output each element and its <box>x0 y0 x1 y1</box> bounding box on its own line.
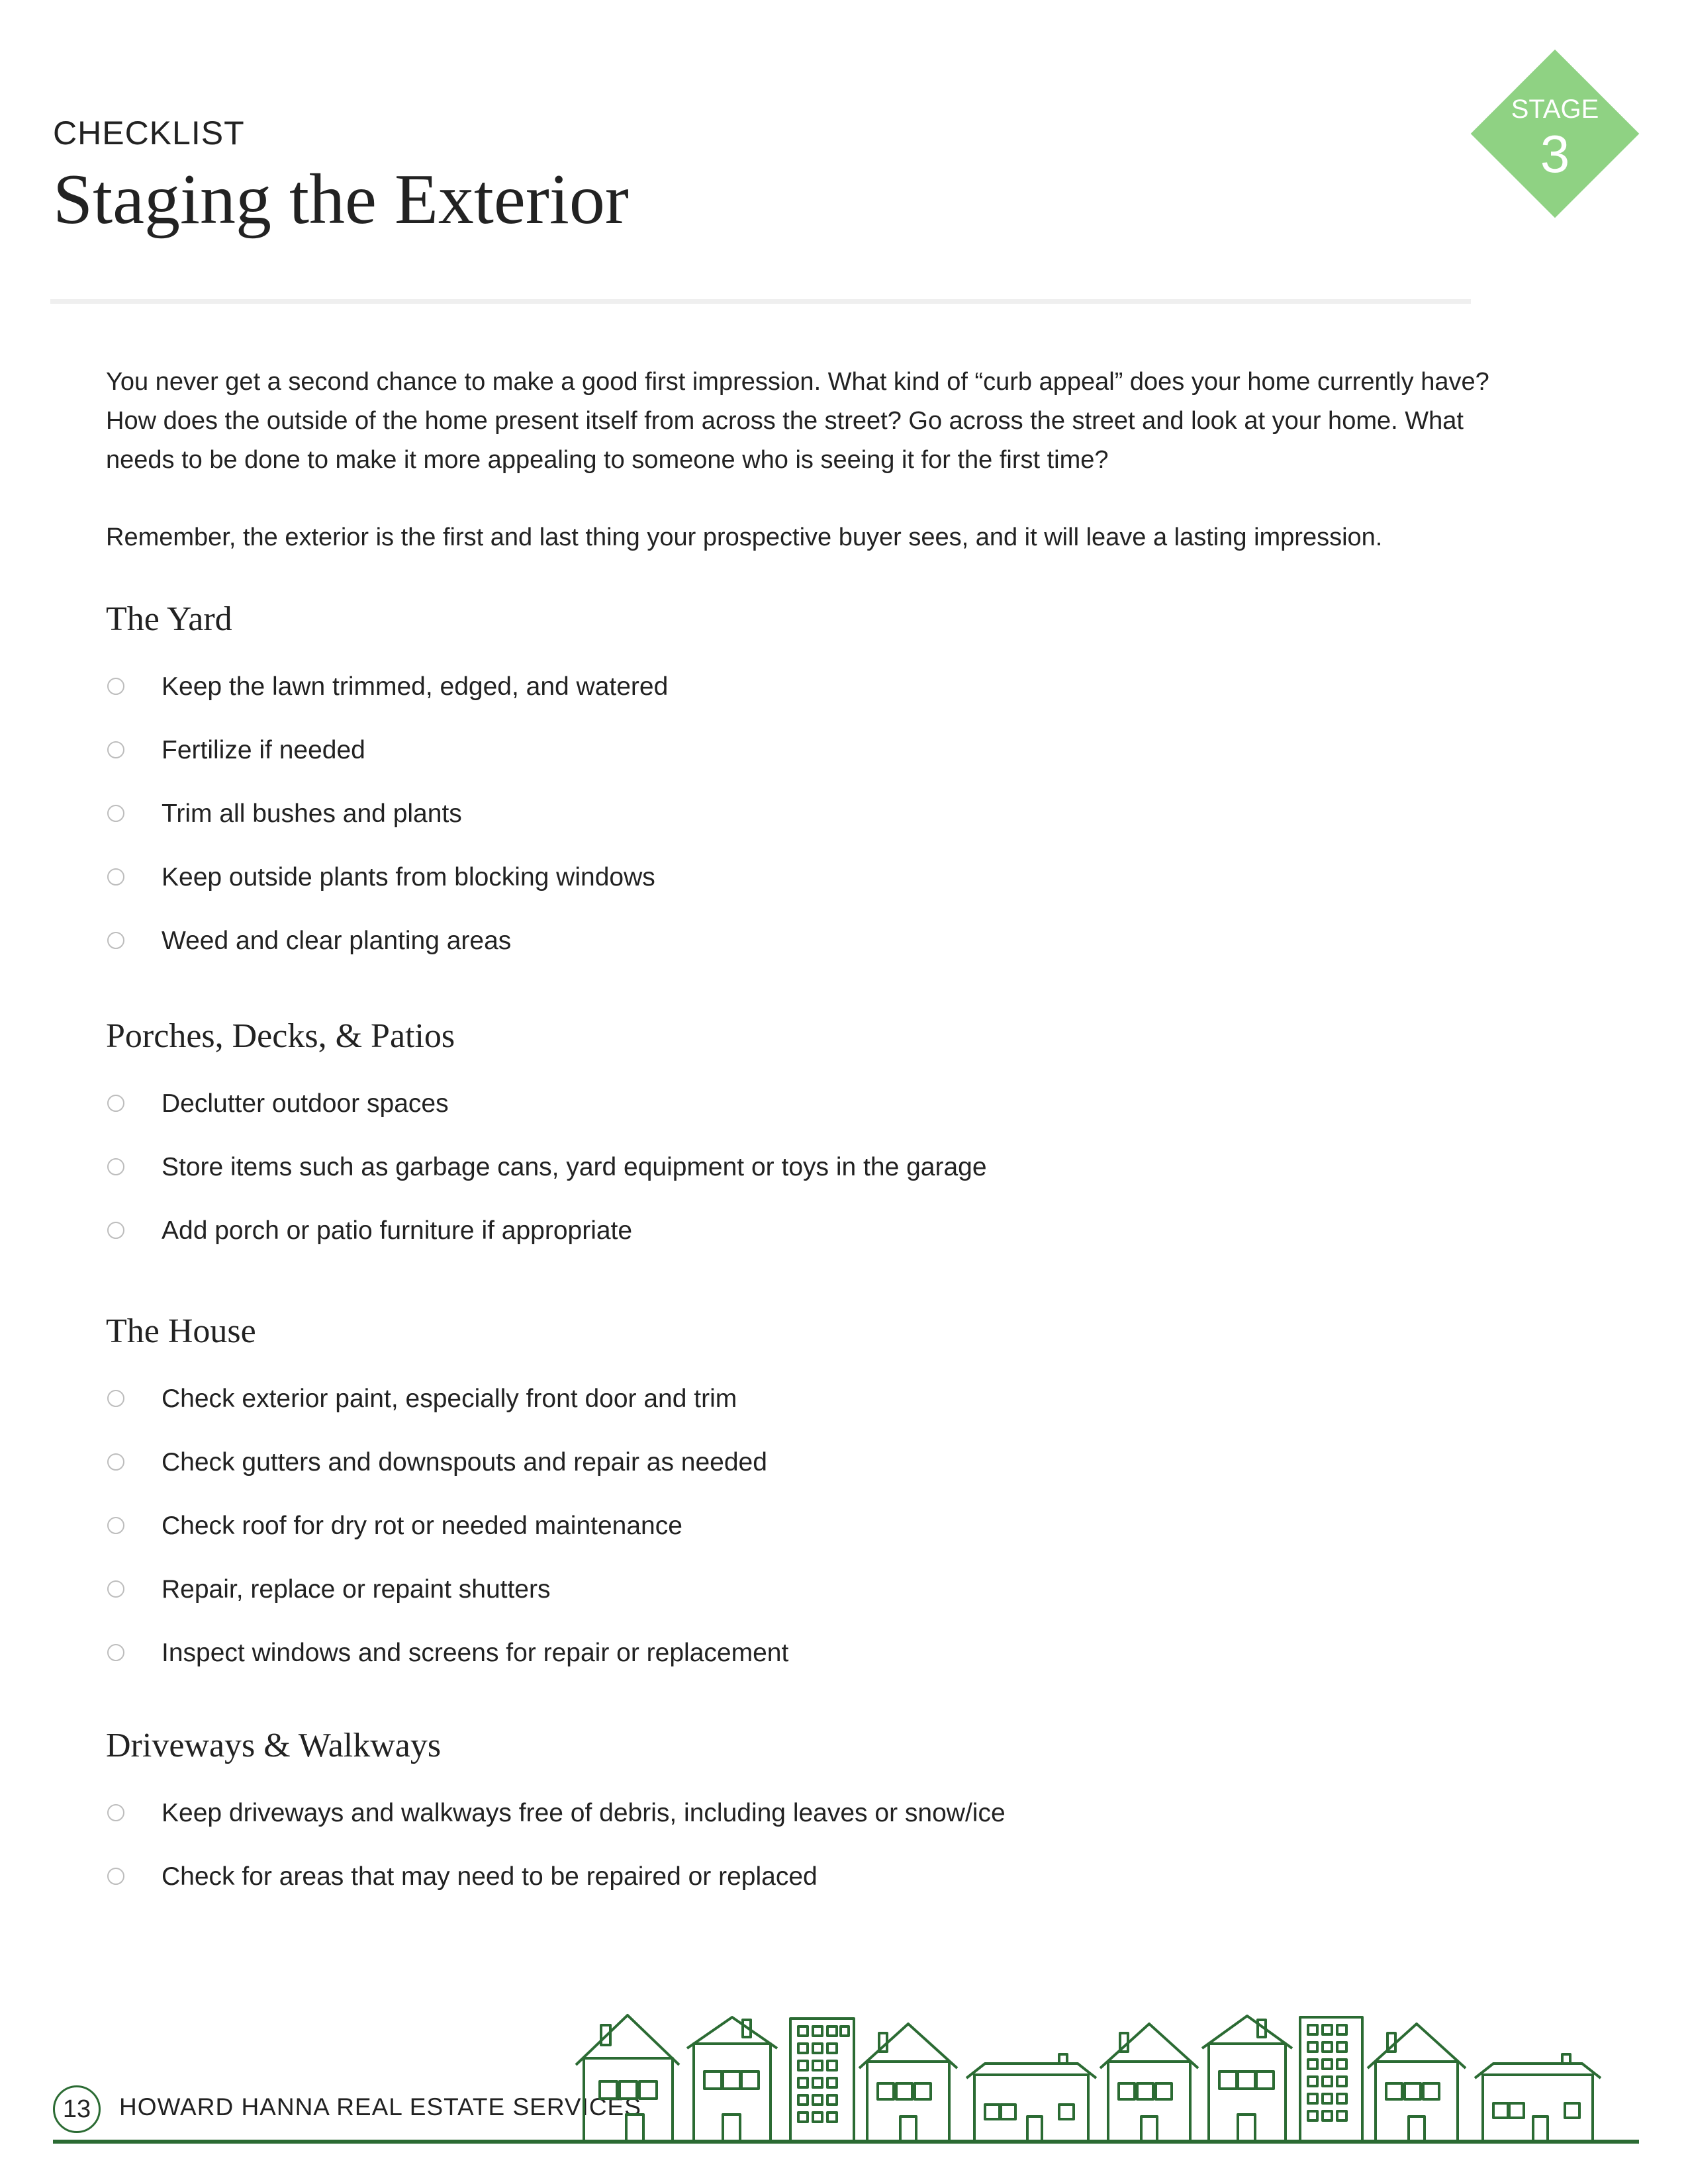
footer-ground-line <box>53 2140 1639 2144</box>
section-heading: The Yard <box>106 600 232 638</box>
checklist-item[interactable] <box>106 909 1430 972</box>
stage-badge-number: 3 <box>1540 124 1570 183</box>
house-icon <box>859 2024 957 2141</box>
checklist-item-label: Weed and clear planting areas <box>162 926 512 955</box>
checklist-item[interactable] <box>106 1367 1430 1430</box>
intro-block <box>106 363 1536 557</box>
checklist-item[interactable] <box>106 1199 1430 1262</box>
stage-badge <box>1471 50 1639 218</box>
building-icon <box>1300 2017 1362 2141</box>
checkbox-circle-icon[interactable] <box>107 1158 124 1175</box>
checkbox-circle-icon[interactable] <box>107 805 124 822</box>
checklist-eyebrow: CHECKLIST <box>53 114 245 152</box>
checklist-item[interactable] <box>106 718 1430 782</box>
checklist-item-label: Keep outside plants from blocking windows <box>162 862 655 891</box>
checklist-item-label: Repair, replace or repaint shutters <box>162 1574 551 1604</box>
house-icon <box>576 2015 679 2141</box>
checklist-item[interactable] <box>106 1071 1430 1135</box>
checklist-item-label: Declutter outdoor spaces <box>162 1089 449 1118</box>
checkbox-circle-icon[interactable] <box>107 1453 124 1471</box>
house-icon <box>1475 2054 1601 2141</box>
checklist-item-label: Inspect windows and screens for repair or replacement <box>162 1638 789 1667</box>
section-porches-decks-patios <box>106 1017 1430 1262</box>
section-the-house <box>106 1312 1430 1684</box>
checklist-item[interactable] <box>106 845 1430 909</box>
checklist-item[interactable] <box>106 655 1430 718</box>
page-title: Staging the Exterior <box>53 160 629 239</box>
section-the-yard <box>106 600 1430 972</box>
stage-badge-label: STAGE <box>1511 95 1599 124</box>
house-icon <box>1202 2016 1292 2141</box>
house-icon <box>687 2017 777 2141</box>
checkbox-circle-icon[interactable] <box>107 1222 124 1239</box>
checklist-item-label: Store items such as garbage cans, yard equipment or toys in the garage <box>162 1152 987 1181</box>
checklist-item-label: Check gutters and downspouts and repair as needed <box>162 1447 767 1477</box>
checkbox-circle-icon[interactable] <box>107 868 124 886</box>
house-icon <box>1368 2024 1466 2141</box>
checklist-item-label: Check for areas that may need to be repaired or replaced <box>162 1862 818 1891</box>
checklist-item[interactable] <box>106 1430 1430 1494</box>
neighborhood-skyline-illustration <box>569 2005 1642 2144</box>
checkbox-circle-icon[interactable] <box>107 1804 124 1821</box>
page-number: 13 <box>53 2085 101 2133</box>
intro-paragraph-1: You never get a second chance to make a good first impression. What kind of “curb appeal” does your home currently have? How does the outside of the home present itself from across the street? Go across the street and look at your home. What needs to be done to make it more appealing to someone who is seeing it for the first time? <box>106 368 1489 474</box>
section-driveways-walkways <box>106 1726 1430 1908</box>
checklist-item[interactable] <box>106 1781 1430 1844</box>
checkbox-circle-icon[interactable] <box>107 741 124 758</box>
checkbox-circle-icon[interactable] <box>107 1644 124 1661</box>
checkbox-circle-icon[interactable] <box>107 1868 124 1885</box>
checklist-item-label: Keep the lawn trimmed, edged, and watered <box>162 672 669 701</box>
brand-name: HOWARD HANNA REAL ESTATE SERVICES <box>119 2093 641 2120</box>
house-icon <box>966 2054 1096 2141</box>
building-icon <box>790 2019 854 2141</box>
checklist-item-label: Add porch or patio furniture if appropriate <box>162 1216 633 1245</box>
checklist-item-label: Keep driveways and walkways free of debris, including leaves or snow/ice <box>162 1798 1006 1827</box>
checkbox-circle-icon[interactable] <box>107 1517 124 1534</box>
checkbox-circle-icon[interactable] <box>107 678 124 695</box>
checklist-item[interactable] <box>106 1135 1430 1199</box>
house-icon <box>1100 2024 1198 2141</box>
checklist-item[interactable] <box>106 1621 1430 1684</box>
checkbox-circle-icon[interactable] <box>107 1580 124 1598</box>
checklist-item[interactable] <box>106 1557 1430 1621</box>
checklist-item[interactable] <box>106 1844 1430 1908</box>
checklist-item-label: Check roof for dry rot or needed maintenance <box>162 1511 682 1540</box>
section-heading: The House <box>106 1312 256 1350</box>
checklist-item[interactable] <box>106 1494 1430 1557</box>
checklist-item[interactable] <box>106 782 1430 845</box>
section-heading: Driveways & Walkways <box>106 1727 442 1764</box>
header-divider <box>50 299 1471 304</box>
checklist-item-label: Fertilize if needed <box>162 735 365 764</box>
checklist-item-label: Trim all bushes and plants <box>162 799 462 828</box>
checkbox-circle-icon[interactable] <box>107 1095 124 1112</box>
checkbox-circle-icon[interactable] <box>107 932 124 949</box>
checklist-item-label: Check exterior paint, especially front door and trim <box>162 1384 737 1413</box>
section-heading: Porches, Decks, & Patios <box>106 1017 455 1055</box>
intro-paragraph-2: Remember, the exterior is the first and last thing your prospective buyer sees, and it will leave a lasting impression. <box>106 523 1383 551</box>
checkbox-circle-icon[interactable] <box>107 1390 124 1407</box>
